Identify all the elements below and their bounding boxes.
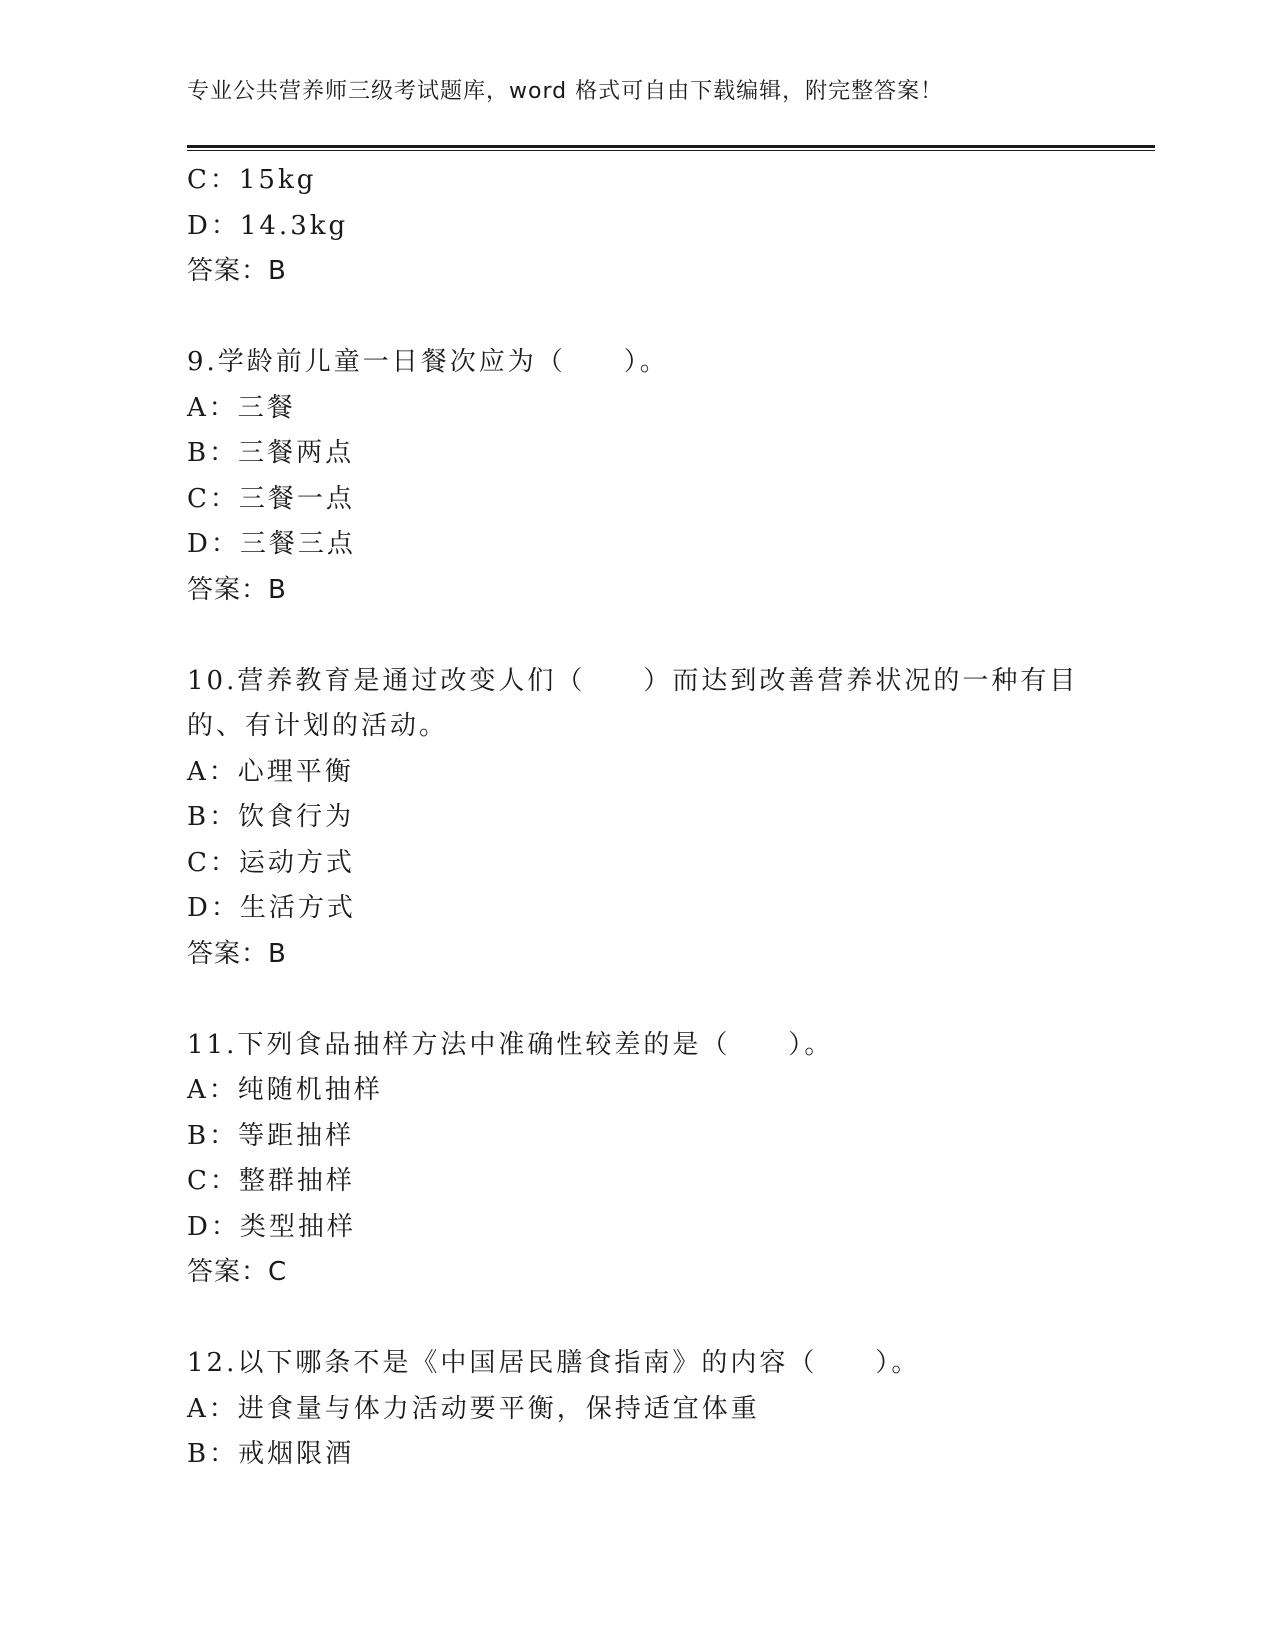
spacer	[187, 613, 1087, 659]
answer: 答案：B	[187, 256, 287, 286]
option-b: B：等距抽样	[187, 1120, 355, 1151]
question-stem-continued: 的、有计划的活动。	[187, 711, 449, 741]
option-a: A：纯随机抽样	[187, 1075, 383, 1105]
option-c: C：整群抽样	[187, 1166, 355, 1196]
page-header: 专业公共营养师三级考试题库，word 格式可自由下载编辑，附完整答案！	[187, 79, 944, 104]
spacer	[187, 1296, 1087, 1342]
question-stem: 9.学龄前儿童一日餐次应为（ ）。	[187, 347, 669, 377]
spacer	[187, 295, 1087, 341]
option-a: A：三餐	[187, 392, 296, 423]
option-a: A：心理平衡	[187, 756, 354, 787]
answer: 答案：C	[187, 1257, 288, 1287]
option-d: D：类型抽样	[187, 1211, 356, 1242]
spacer	[187, 977, 1087, 1023]
option-a: A：进食量与体力活动要平衡，保持适宜体重	[187, 1393, 760, 1424]
question-stem: 11.下列食品抽样方法中准确性较差的是（ ）。	[187, 1029, 834, 1060]
option-d: D：14.3kg	[187, 210, 349, 241]
option-d: D：生活方式	[187, 893, 356, 923]
exam-content	[187, 158, 1087, 1478]
option-b: B：饮食行为	[187, 802, 355, 832]
option-b: B：三餐两点	[187, 438, 355, 468]
answer: 答案：B	[187, 574, 287, 605]
question-stem: 12.以下哪条不是《中国居民膳食指南》的内容（ ）。	[187, 1348, 921, 1378]
answer: 答案：B	[187, 938, 287, 969]
option-c: C：15kg	[187, 165, 317, 195]
option-c: C：运动方式	[187, 847, 355, 878]
header-rule	[187, 145, 1155, 151]
question-stem: 10.营养教育是通过改变人们（ ）而达到改善营养状况的一种有目	[187, 665, 1079, 696]
option-c: C：三餐一点	[187, 483, 355, 514]
option-d: D：三餐三点	[187, 529, 356, 559]
option-b: B：戒烟限酒	[187, 1439, 355, 1469]
